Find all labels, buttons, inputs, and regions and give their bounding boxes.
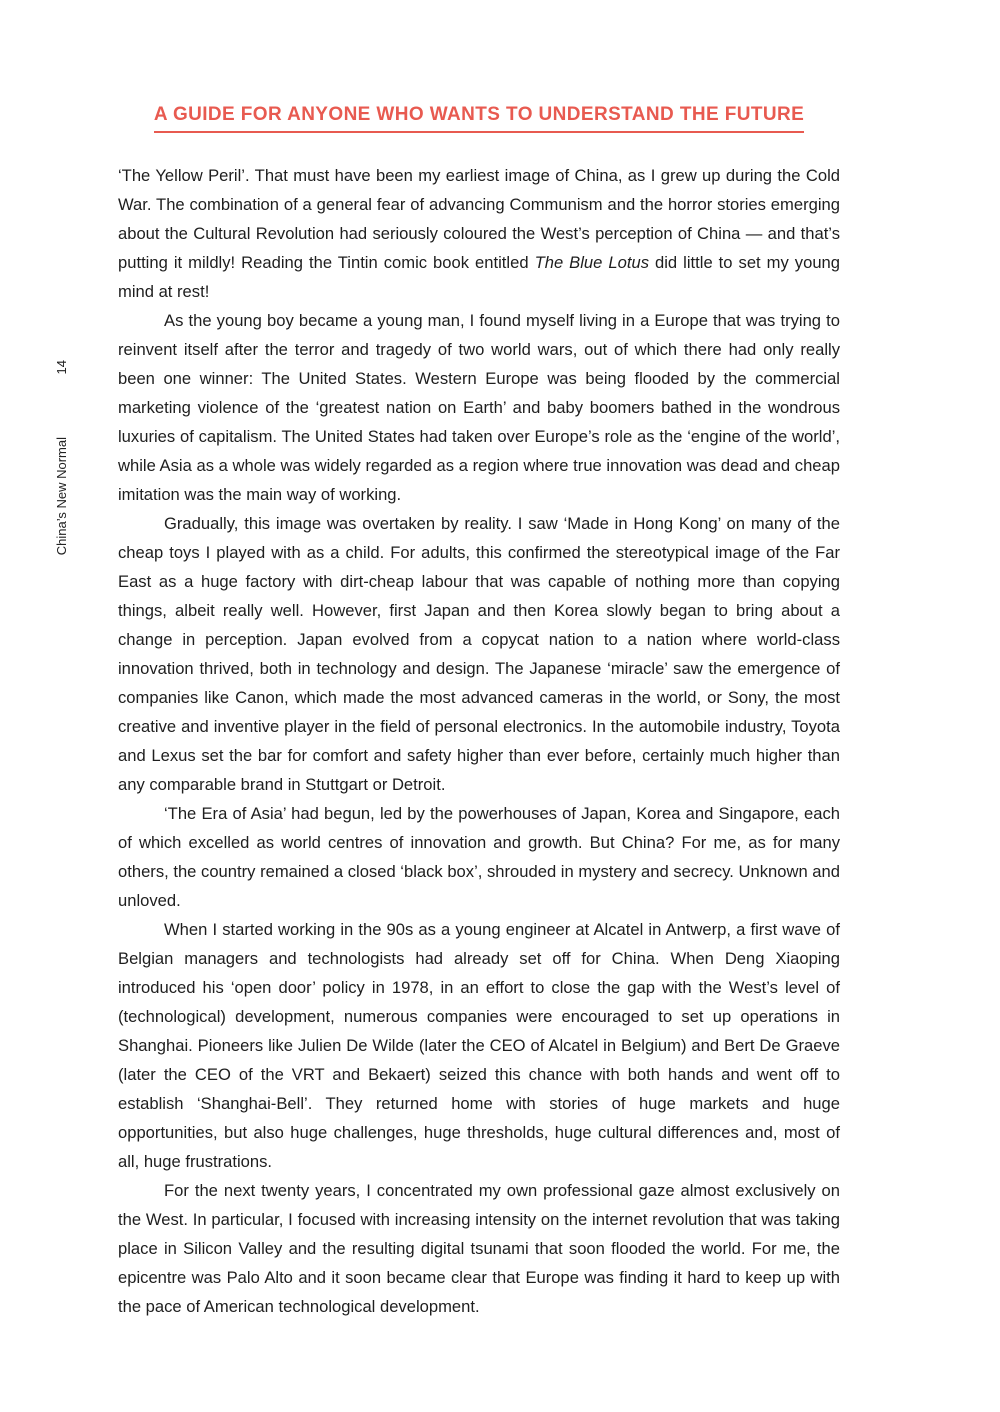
chapter-heading [118,104,840,133]
running-head-text: China’s New Normal [54,437,69,556]
paragraph-6: For the next twenty years, I concentrated my own professional gaze almost exclusively on the West. In particular, I focused with increasing intensity on the internet revolution that was taking place in Silicon Valley and the resulting digital tsunami that soon flooded the world. For me, the epicentre was Palo Alto and it soon became clear that Europe was finding it hard to keep up with the pace of American technological development. [118,1181,840,1316]
body-text [118,161,840,1321]
paragraph-2: As the young boy became a young man, I found myself living in a Europe that was trying to reinvent itself after the terror and tragedy of two world wars, out of which there had only really been one winner: The United States. Western Europe was being flooded by the commercial marketing violence of the ‘greatest nation on Earth’ and baby boomers bathed in the wondrous luxuries of capitalism. The United States had taken over Europe’s role as the ‘engine of the world’, while Asia as a whole was widely regarded as a region where true innovation was dead and cheap imitation was the main way of working. [118,311,840,504]
paragraph-3: Gradually, this image was overtaken by reality. I saw ‘Made in Hong Kong’ on many of the cheap toys I played with as a child. For adults, this confirmed the stereotypical image of the Far East as a huge factory with dirt-cheap labour that was capable of nothing more than copying things, albeit really well. However, first Japan and then Korea slowly began to bring about a change in perception. Japan evolved from a copycat nation to a nation where world-class innovation thrived, both in technology and design. The Japanese ‘miracle’ saw the emergence of companies like Canon, which made the most advanced cameras in the world, or Sony, the most creative and inventive player in the field of personal electronics. In the automobile industry, Toyota and Lexus set the bar for comfort and safety higher than ever before, certainly much higher than any comparable brand in Stuttgart or Detroit. [118,514,840,794]
paragraph-1-text: ‘The Yellow Peril’. That must have been my earliest image of China, as I grew up during the Cold War. The combination of a general fear of advancing Communism and the horror stories emerging about the Cultural Revolution had seriously coloured the West’s perception of China — and that’s putting it mildly! Reading the Tintin comic book entitled [118,166,840,272]
paragraph-1-text-end: did little to set my young mind at rest! [118,253,841,301]
chapter-heading-text: A GUIDE FOR ANYONE WHO WANTS TO UNDERSTAND THE FUTURE [154,104,804,133]
paragraph-1 [118,161,840,306]
book-title-italic: The Blue Lotus [534,253,649,272]
page-number: 14 [54,360,69,375]
paragraph-5: When I started working in the 90s as a young engineer at Alcatel in Antwerp, a first wave of Belgian managers and technologists had already set off for China. When Deng Xiaoping introduced his ‘open door’ policy in 1978, in an effort to close the gap with the West’s level of (technological) development, numerous companies were encouraged to set up operations in Shanghai. Pioneers like Julien De Wilde (later the CEO of Alcatel in Belgium) and Bert De Graeve (later the CEO of the VRT and Bekaert) seized this chance with both hands and went off to establish ‘Shanghai-Bell’. They returned home with stories of huge markets and huge opportunities, but also huge challenges, huge thresholds, huge cultural differences and, most of all, huge frustrations. [118,920,840,1171]
paragraph-4: ‘The Era of Asia’ had begun, led by the powerhouses of Japan, Korea and Singapore, each of which excelled as world centres of innovation and growth. But China? For me, as for many others, the country remained a closed ‘black box’, shrouded in mystery and secrecy. Unknown and unloved. [118,804,840,910]
